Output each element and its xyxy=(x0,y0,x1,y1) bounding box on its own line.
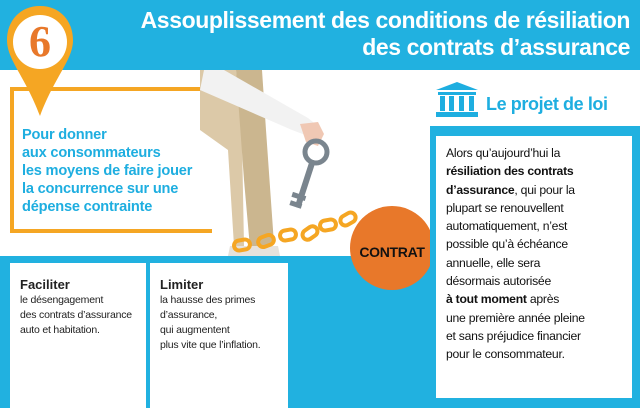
projet-line: annuelle, elle sera xyxy=(446,255,541,270)
page-title xyxy=(70,7,630,61)
person-key-chain-illustration xyxy=(200,70,440,408)
projet-heading: Le projet de loi xyxy=(486,94,608,114)
projet-line: et sans préjudice financier xyxy=(446,328,581,343)
card-line: plus vite que l’inflation. xyxy=(160,339,261,351)
card-line: le désengagement xyxy=(20,294,104,306)
card-title: Faciliter xyxy=(20,277,70,292)
emphasis: résiliation des contrats xyxy=(446,164,574,179)
step-number: 6 xyxy=(29,17,51,66)
projet-span: après xyxy=(526,292,560,307)
intro-line: aux consommateurs xyxy=(22,145,161,161)
key-icon xyxy=(289,141,327,209)
card-line: des contrats d’assurance xyxy=(20,309,132,321)
card-line: la hausse des primes xyxy=(160,294,256,306)
projet-line: Alors qu’aujourd’hui la xyxy=(446,146,561,160)
intro-line: les moyens de faire jouer xyxy=(22,163,193,179)
projet-line xyxy=(446,181,630,199)
projet-line: possible qu’à échéance xyxy=(446,237,568,252)
parliament-building-icon xyxy=(434,82,480,118)
title-line-1: Assouplissement des conditions de résiliation xyxy=(140,7,630,33)
projet-line: automatiquement, n’est xyxy=(446,219,568,234)
card-line: auto et habitation. xyxy=(20,324,100,336)
card-faciliter xyxy=(10,263,146,409)
projet-text xyxy=(446,144,630,364)
card-line: d’assurance, xyxy=(160,309,218,321)
card-body xyxy=(20,293,146,338)
emphasis: à tout moment xyxy=(446,292,527,307)
card-line: qui augmentent xyxy=(160,324,230,336)
projet-line xyxy=(446,290,630,308)
intro-line: dépense contrainte xyxy=(22,199,153,215)
title-line-2: des contrats d’assurance xyxy=(362,34,630,60)
projet-span: , qui pour la xyxy=(514,182,575,197)
projet-line: désormais autorisée xyxy=(446,274,551,289)
projet-line xyxy=(446,162,630,180)
projet-line: pour le consommateur. xyxy=(446,347,565,362)
intro-line: la concurrence sur une xyxy=(22,181,179,197)
intro-line: Pour donner xyxy=(22,127,107,143)
projet-line: plupart se renouvellent xyxy=(446,200,564,215)
projet-line: une première année pleine xyxy=(446,310,585,325)
card-title: Limiter xyxy=(160,277,204,292)
emphasis: d’assurance xyxy=(446,182,515,197)
contract-ball-label: CONTRAT xyxy=(359,244,425,260)
